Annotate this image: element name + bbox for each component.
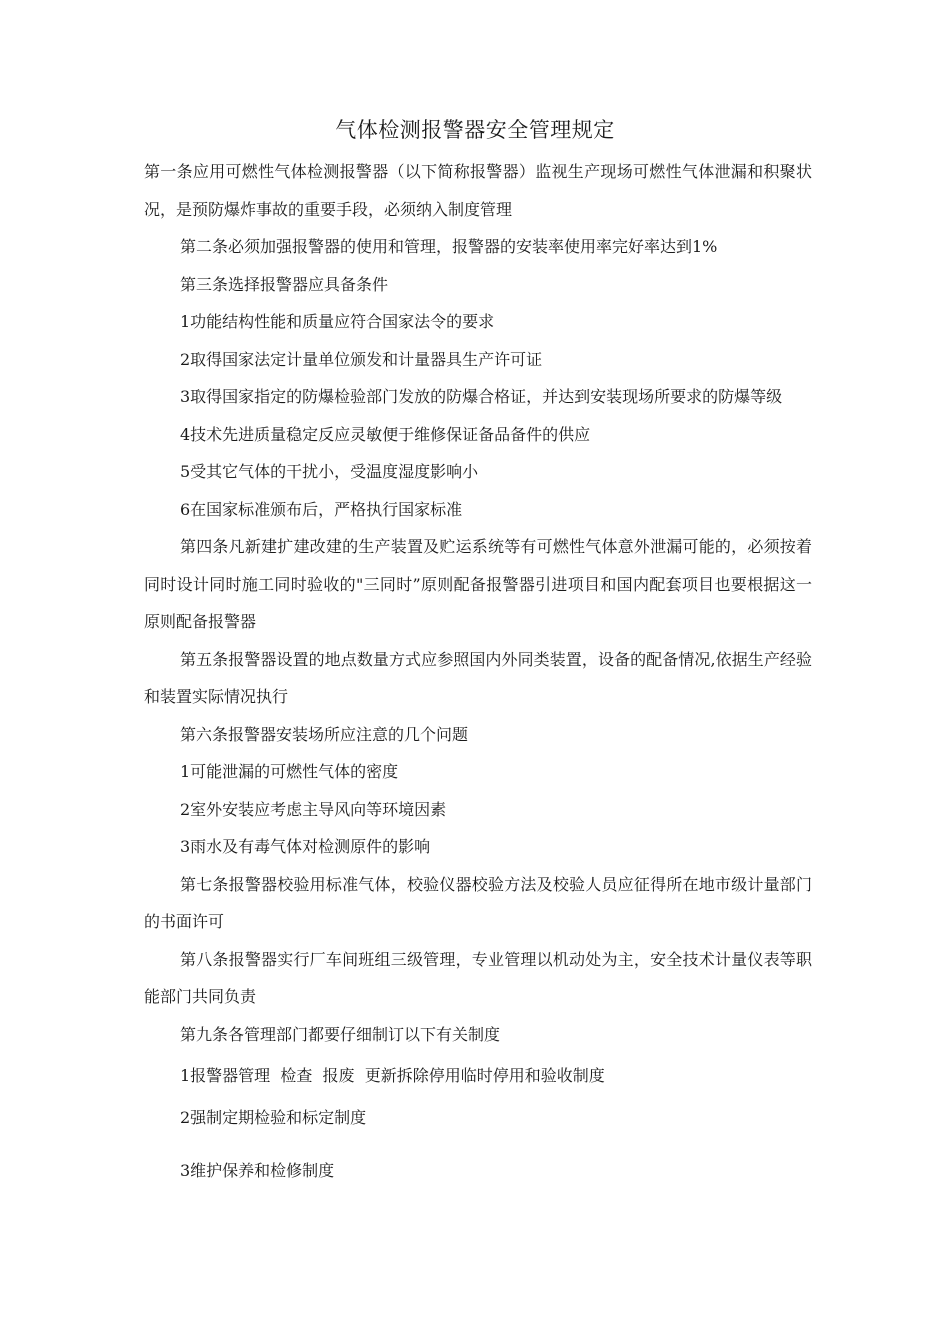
article-9: 第九条各管理部门都要仔细制订以下有关制度	[180, 1024, 501, 1044]
article-6: 第六条报警器安装场所应注意的几个问题	[180, 724, 469, 744]
article-9-item-2: 2强制定期检验和标定制度	[180, 1107, 367, 1127]
article-3-item-4: 4技术先进质量稳定反应灵敏便于维修保证备品备件的供应	[180, 424, 591, 444]
article-9-item-3: 3维护保养和检修制度	[180, 1161, 335, 1180]
article-3-item-2: 2取得国家法定计量单位颁发和计量器具生产许可证	[180, 349, 543, 369]
article-6-item-3: 3雨水及有毒气体对检测原件的影响	[180, 837, 431, 856]
article-1: 第一条应用可燃性气体检测报警器（以下简称报警器）监视生产现场可燃性气体泄漏和积聚状况，是预防爆炸事故的重要手段，必须纳入制度管理	[144, 162, 812, 219]
article-3-item-1: 1功能结构性能和质量应符合国家法令的要求	[180, 312, 495, 331]
article-5: 第五条报警器设置的地点数量方式应参照国内外同类装置，设备的配备情况,依据生产经验和装置实际情况执行	[144, 649, 812, 706]
article-8: 第八条报警器实行厂车间班组三级管理，专业管理以机动处为主，安全技术计量仪表等职能部门共同负责	[144, 949, 812, 1006]
article-9-item-1: 1报警器管理 检查 报废 更新拆除停用临时停用和验收制度	[180, 1066, 605, 1085]
article-3: 第三条选择报警器应具备条件	[180, 274, 389, 294]
article-7: 第七条报警器校验用标准气体，校验仪器校验方法及校验人员应征得所在地市级计量部门的书面许可	[144, 874, 812, 931]
document-body	[144, 153, 812, 1190]
article-3-item-6: 6在国家标准颁布后，严格执行国家标准	[180, 499, 463, 519]
article-3-item-3: 3取得国家指定的防爆检验部门发放的防爆合格证，并达到安装现场所要求的防爆等级	[180, 387, 783, 406]
article-4: 第四条凡新建扩建改建的生产装置及贮运系统等有可燃性气体意外泄漏可能的，必须按着同时设计同时施工同时验收的"三同时”原则配备报警器引进项目和国内配套项目也要根据这一原则配备报警器	[144, 537, 812, 631]
article-6-item-1: 1可能泄漏的可燃性气体的密度	[180, 762, 399, 781]
document-title: 气体检测报警器安全管理规定	[335, 118, 615, 142]
article-2: 第二条必须加强报警器的使用和管理，报警器的安装率使用率完好率达到1%	[180, 237, 718, 256]
article-6-item-2: 2室外安装应考虑主导风向等环境因素	[180, 799, 447, 819]
article-3-item-5: 5受其它气体的干扰小，受温度湿度影响小	[180, 462, 479, 481]
